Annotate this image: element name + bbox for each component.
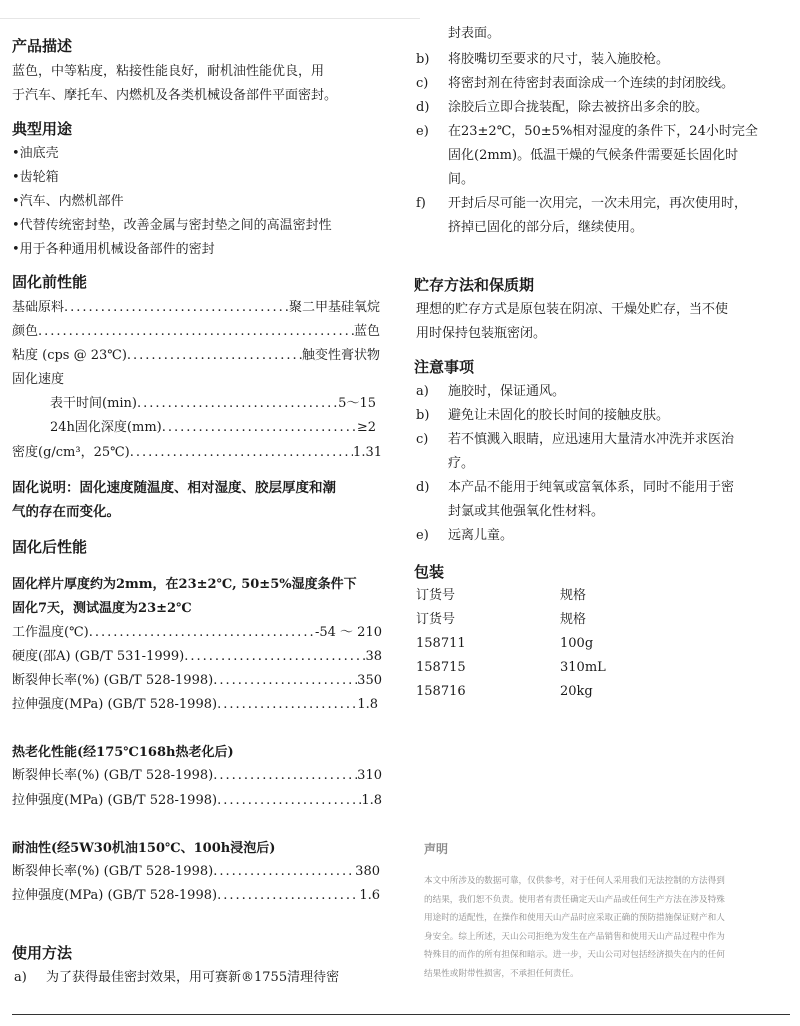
step-marker: b) bbox=[416, 52, 430, 67]
use-item: •代替传统密封垫，改善金属与密封垫之间的高温密封性 bbox=[12, 218, 332, 233]
property-label: 颜色 bbox=[12, 324, 39, 339]
precaution-text: 若不慎溅入眼睛，应迅速用大量清水冲洗并求医治 bbox=[448, 432, 735, 447]
property-row-elongation bbox=[12, 669, 382, 693]
step-marker: d) bbox=[416, 100, 430, 115]
precaution-marker: e) bbox=[416, 528, 429, 543]
cured-condition-line-2: 固化7天，测试温度为23±2℃ bbox=[12, 601, 192, 616]
property-value: 1.8 bbox=[357, 697, 378, 712]
package-spec: 100g bbox=[560, 636, 594, 651]
property-label: 粘度 (cps @ 23℃) bbox=[12, 348, 127, 363]
property-value: 5～15 bbox=[338, 396, 376, 411]
product-description-title: 产品描述 bbox=[12, 37, 73, 55]
property-value: 1.8 bbox=[361, 793, 382, 808]
declaration-line: 的结果，我们恕不负责。使用者有责任确定天山产品或任何生产方法在涉及特殊 bbox=[424, 894, 725, 905]
use-item: •用于各种通用机械设备部件的密封 bbox=[12, 242, 215, 257]
cure-note-line-1: 固化说明：固化速度随温度、相对湿度、胶层厚度和潮 bbox=[12, 480, 336, 496]
package-spec: 规格 bbox=[560, 612, 587, 627]
precaution-text: 避免让未固化的胶长时间的接触皮肤。 bbox=[448, 408, 670, 423]
precaution-text: 封氯或其他强氧化性材料。 bbox=[448, 504, 605, 519]
property-row-tack-free-time bbox=[50, 392, 376, 416]
property-value: 310 bbox=[357, 768, 382, 783]
property-row-cure-depth bbox=[50, 416, 376, 440]
property-value: 蓝色 bbox=[353, 324, 380, 339]
precaution-text: 施胶时，保证通风。 bbox=[448, 384, 566, 399]
property-label: 拉伸强度(MPa) (GB/T 528-1998) bbox=[12, 888, 218, 903]
cure-speed-label: 固化速度 bbox=[12, 372, 65, 387]
step-text: 将密封剂在待密封表面涂成一个连续的封闭胶线。 bbox=[448, 76, 735, 91]
property-value: 350 bbox=[357, 673, 382, 688]
storage-line-1: 理想的贮存方式是原包装在阴凉、干燥处贮存，当不使 bbox=[416, 302, 729, 317]
top-rule bbox=[0, 18, 420, 19]
precaution-text: 本产品不能用于纯氧或富氧体系，同时不能用于密 bbox=[448, 480, 735, 495]
property-label: 断裂伸长率(%) (GB/T 528-1998) bbox=[12, 673, 214, 688]
declaration-line: 用途时的适配性，在操作和使用天山产品时应采取正确的预防措施保证财产和人 bbox=[424, 913, 725, 924]
step-text: 将胶嘴切至要求的尺寸，装入施胶枪。 bbox=[448, 52, 670, 67]
order-number: 158711 bbox=[416, 636, 466, 651]
property-value: 触变性膏状物 bbox=[301, 348, 380, 363]
property-label: 密度(g/cm³，25℃) bbox=[12, 445, 130, 460]
oil-resistance-tensile bbox=[12, 884, 380, 908]
property-value: 聚二甲基硅氧烷 bbox=[288, 300, 380, 315]
precaution-text: 远离儿童。 bbox=[448, 528, 514, 543]
declaration-line: 特殊目的而作的所有担保和暗示。进一步，天山公司对包括经济损失在内的任何 bbox=[424, 950, 725, 961]
property-label: 硬度(邵A) (GB/T 531-1999) bbox=[12, 649, 185, 664]
property-label: 拉伸强度(MPa) (GB/T 528-1998) bbox=[12, 697, 218, 712]
cured-condition-line-1: 固化样片厚度约为2mm，在23±2℃, 50±5%湿度条件下 bbox=[12, 577, 357, 592]
step-marker: f) bbox=[416, 196, 426, 211]
package-spec: 规格 bbox=[560, 588, 587, 603]
oil-resistance-elongation bbox=[12, 860, 380, 884]
property-row-viscosity bbox=[12, 344, 380, 368]
precaution-marker: b) bbox=[416, 408, 430, 423]
property-label: 断裂伸长率(%) (GB/T 528-1998) bbox=[12, 864, 214, 879]
typical-uses-title: 典型用途 bbox=[12, 120, 73, 138]
property-label: 工作温度(℃) bbox=[12, 625, 89, 640]
order-number: 158715 bbox=[416, 660, 466, 675]
cure-note-line-2: 气的存在而变化。 bbox=[12, 504, 120, 520]
product-description-line-2: 于汽车、摩托车、内燃机及各类机械设备部件平面密封。 bbox=[12, 88, 338, 103]
property-value: -54 ～ 210 bbox=[314, 625, 382, 640]
property-label: 24h固化深度(mm) bbox=[50, 420, 162, 435]
step-text: 固化(2mm)。低温干燥的气候条件需要延长固化时 bbox=[448, 148, 739, 163]
use-item: •齿轮箱 bbox=[12, 170, 59, 185]
precaution-text: 疗。 bbox=[448, 456, 475, 471]
precaution-marker: a) bbox=[416, 384, 429, 399]
usage-step-a-text: 为了获得最佳密封效果，用可赛新®1755清理待密 bbox=[46, 970, 340, 985]
usage-step-a-continued: 封表面。 bbox=[448, 26, 501, 41]
uncured-properties-title: 固化前性能 bbox=[12, 273, 88, 291]
order-number: 158716 bbox=[416, 684, 466, 699]
packaging-title: 包装 bbox=[414, 563, 445, 581]
property-value: 38 bbox=[365, 649, 382, 664]
heat-aging-elongation bbox=[12, 764, 382, 788]
step-text: 间。 bbox=[448, 172, 475, 187]
property-row-color bbox=[12, 320, 380, 344]
property-label: 拉伸强度(MPa) (GB/T 528-1998) bbox=[12, 793, 218, 808]
property-value: ≥2 bbox=[356, 420, 376, 435]
bottom-rule bbox=[12, 1014, 790, 1015]
cured-properties-title: 固化后性能 bbox=[12, 538, 88, 556]
use-item: •油底壳 bbox=[12, 146, 59, 161]
heat-aging-tensile bbox=[12, 789, 382, 813]
usage-step-a-marker: a) bbox=[14, 970, 27, 985]
package-spec: 310mL bbox=[560, 660, 606, 675]
declaration-line: 结果性或附带性损害，不承担任何责任。 bbox=[424, 968, 579, 979]
precautions-title: 注意事项 bbox=[414, 358, 475, 376]
property-value: 1.31 bbox=[353, 445, 382, 460]
step-marker: c) bbox=[416, 76, 429, 91]
precaution-marker: c) bbox=[416, 432, 429, 447]
property-value: 380 bbox=[355, 864, 380, 879]
package-spec: 20kg bbox=[560, 684, 593, 699]
property-row-density bbox=[12, 441, 382, 465]
order-number: 订货号 bbox=[416, 612, 456, 627]
property-value: 1.6 bbox=[359, 888, 380, 903]
usage-title: 使用方法 bbox=[12, 944, 73, 962]
storage-title: 贮存方法和保质期 bbox=[414, 276, 535, 294]
order-number: 订货号 bbox=[416, 588, 456, 603]
declaration-line: 本文中所涉及的数据可靠，仅供参考，对于任何人采用我们无法控制的方法得到 bbox=[424, 876, 725, 886]
use-item: •汽车、内燃机部件 bbox=[12, 194, 124, 209]
product-description-line-1: 蓝色，中等粘度，粘接性能良好，耐机油性能优良，用 bbox=[12, 64, 325, 79]
declaration-title: 声明 bbox=[424, 842, 449, 856]
step-text: 涂胶后立即合拢装配，除去被挤出多余的胶。 bbox=[448, 100, 709, 115]
property-label: 表干时间(min) bbox=[50, 396, 138, 411]
property-row-tensile bbox=[12, 693, 378, 717]
heat-aging-title: 热老化性能(经175℃168h热老化后) bbox=[12, 745, 234, 760]
step-text: 开封后尽可能一次用完，一次未用完，再次使用时， bbox=[448, 196, 748, 211]
property-row-hardness bbox=[12, 645, 382, 669]
declaration-text bbox=[424, 872, 790, 984]
step-marker: e) bbox=[416, 124, 429, 139]
step-text: 在23±2℃，50±5%相对湿度的条件下，24小时完全 bbox=[448, 124, 758, 139]
precaution-marker: d) bbox=[416, 480, 430, 495]
property-label: 基础原料 bbox=[12, 300, 65, 315]
declaration-line: 身安全。综上所述，天山公司拒绝为发生在产品销售和使用天山产品过程中作为 bbox=[424, 931, 725, 942]
property-label: 断裂伸长率(%) (GB/T 528-1998) bbox=[12, 768, 214, 783]
storage-line-2: 用时保持包装瓶密闭。 bbox=[416, 326, 547, 341]
property-row-service-temp bbox=[12, 621, 382, 645]
step-text: 挤掉已固化的部分后，继续使用。 bbox=[448, 220, 644, 235]
oil-resistance-title: 耐油性(经5W30机油150℃、100h浸泡后) bbox=[12, 841, 276, 856]
property-row-base-material bbox=[12, 296, 380, 320]
